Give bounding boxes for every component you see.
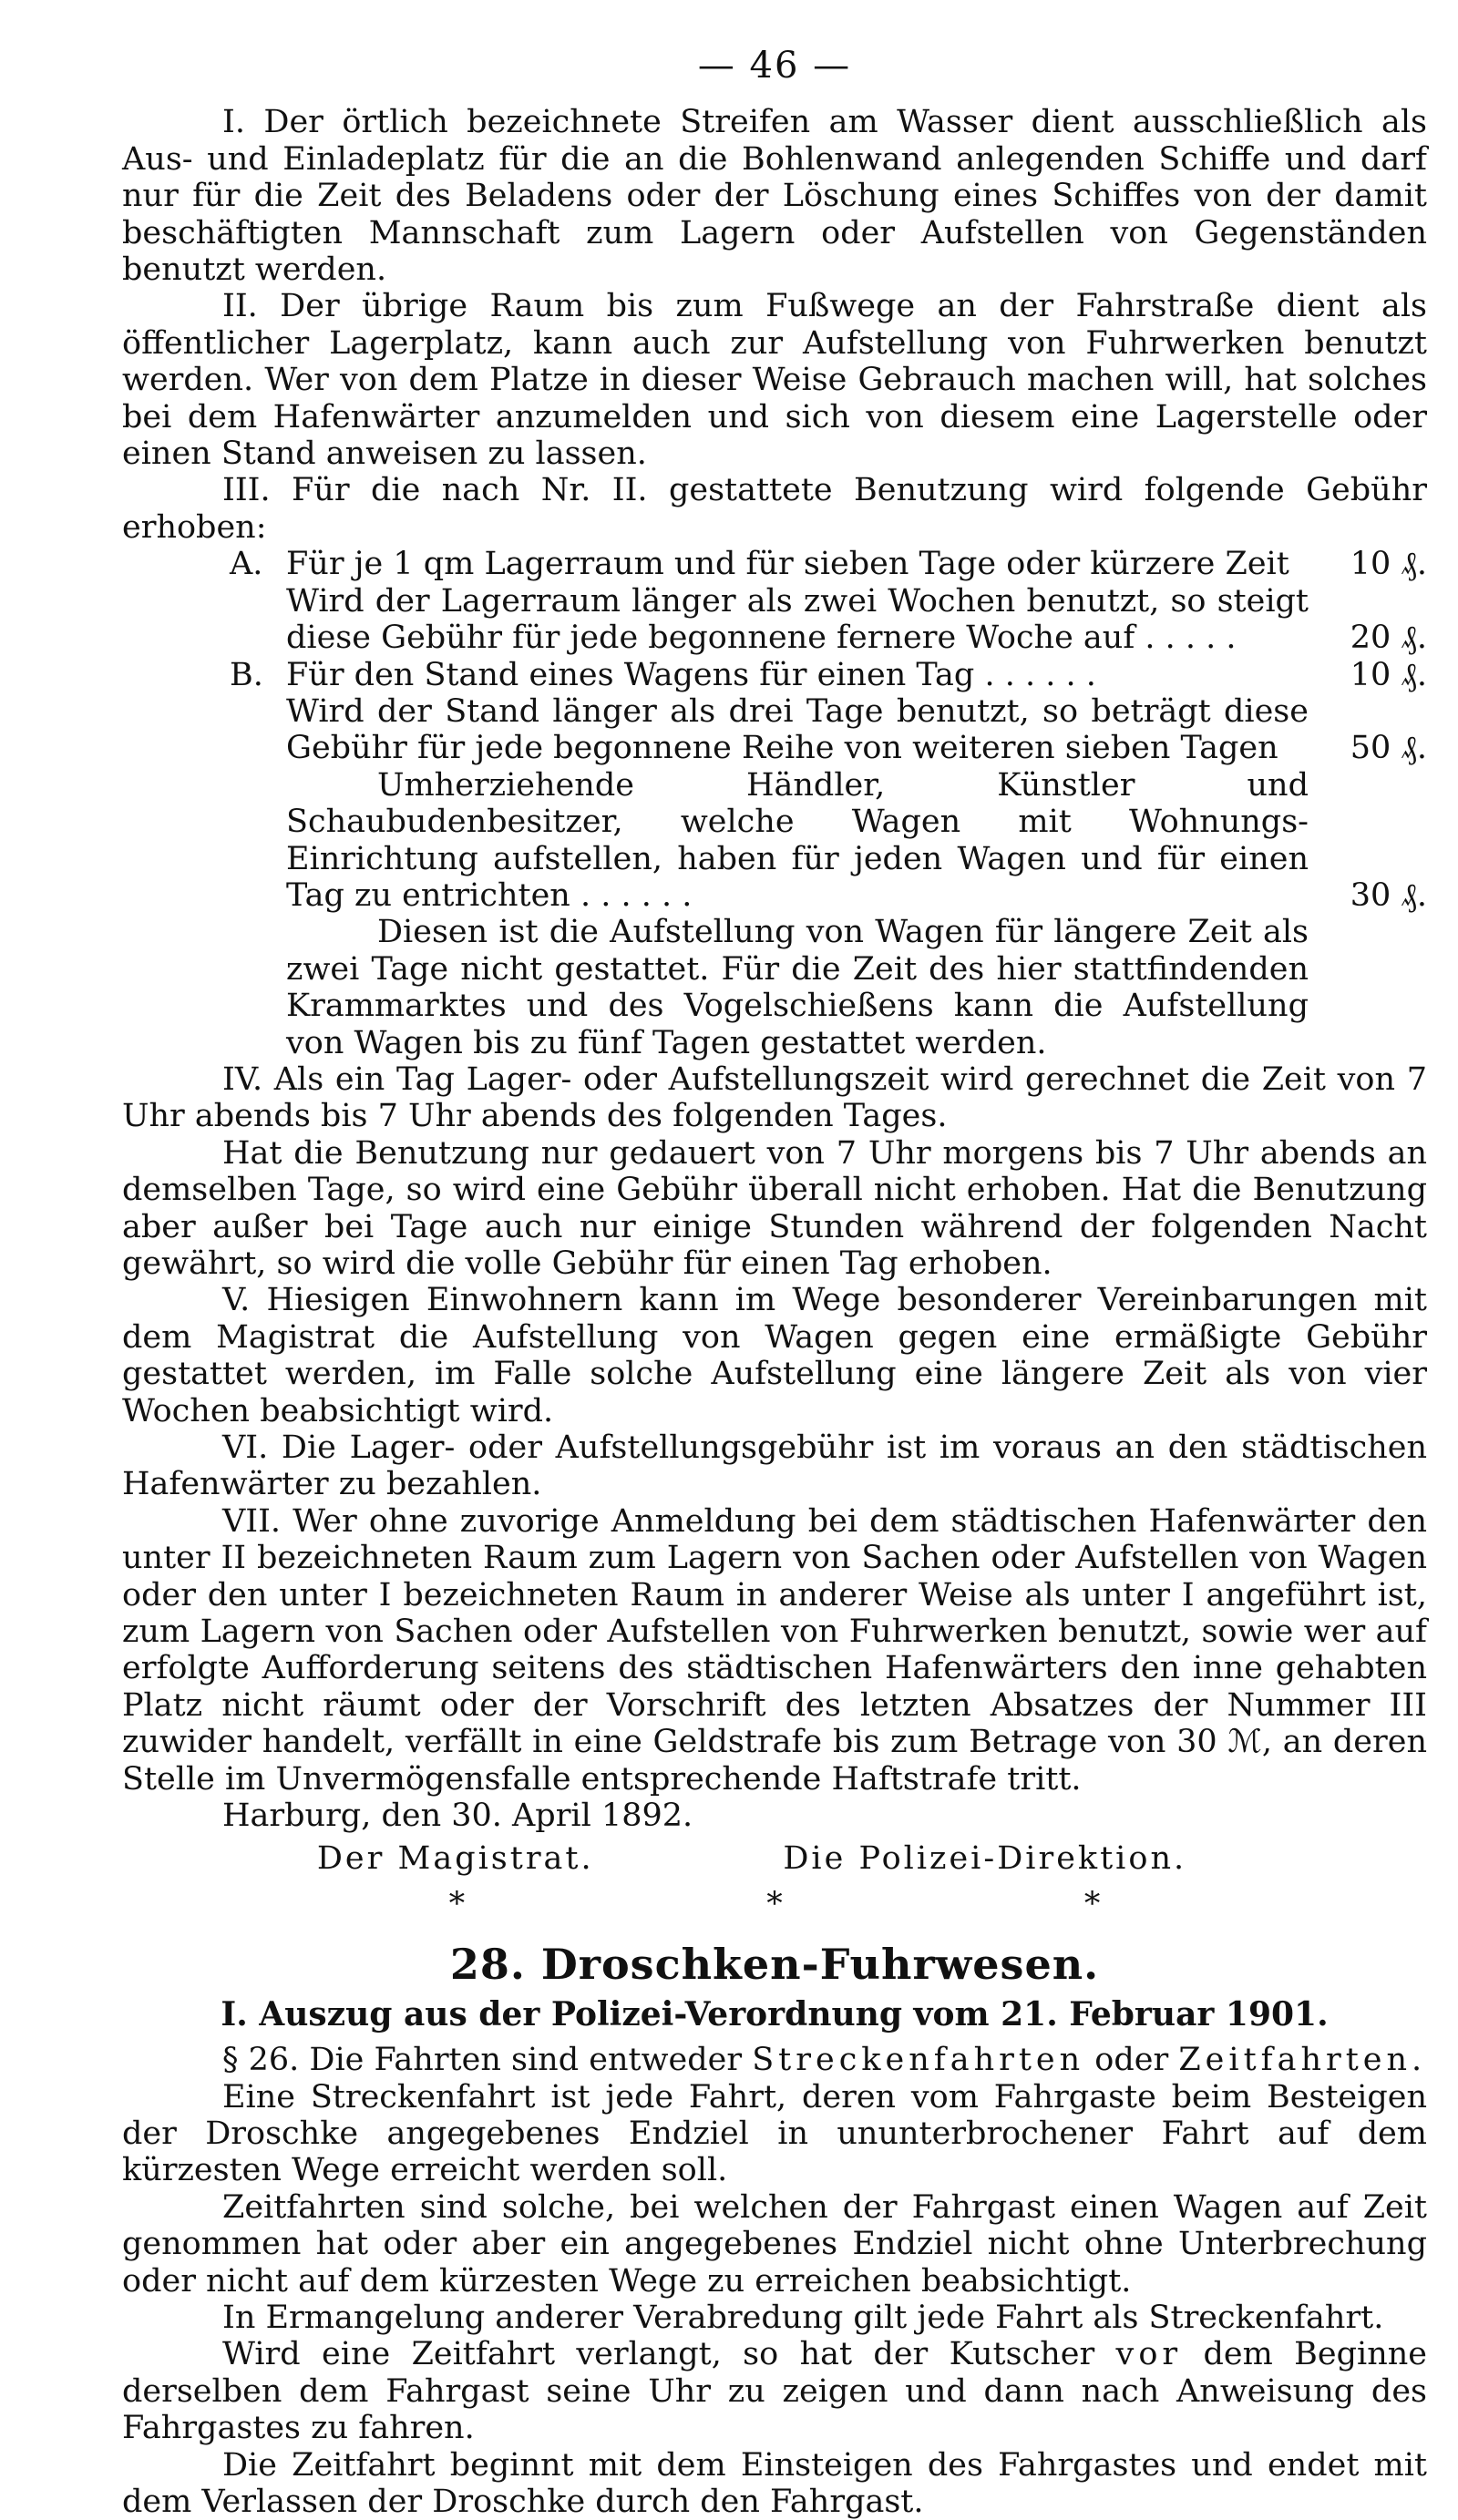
fee-text-A2: Wird der Lagerraum länger als zwei Wochen benutzt, so steigt diese Gebühr für jede begonnene fernere Woche auf . . . . . bbox=[286, 582, 1309, 657]
signature-polizei: Die Polizei-Direktion. bbox=[783, 1839, 1187, 1877]
fee-amount-A2: 20 ₰. bbox=[1350, 620, 1427, 657]
paragraph-26-a-mid: oder bbox=[1084, 2042, 1179, 2079]
paragraph-VI: VI. Die Lager- oder Aufstellungsgebühr ist im voraus an den städtischen Hafenwärter zu bezahlen. bbox=[122, 1429, 1427, 1503]
fee-row-A2 bbox=[122, 583, 1427, 657]
term-streckenfahrten: Streckenfahrten bbox=[752, 2042, 1085, 2079]
paragraph-VII: VII. Wer ohne zuvorige Anmeldung bei dem städtischen Hafenwärter den unter II bezeichneten Raum zum Lagern von Sachen oder Aufstellen von Wagen oder den unter I bezeichneten Raum in anderer Weise als unter I angeführt ist, zum Lagern von Sachen oder Aufstellen von Fuhrwerken benutzt, sowie wer auf erfolgte Aufforderung seitens des städtischen Hafenwärters den inne gehabten Platz nicht räumt oder der Vorschrift des letzten Absatzes der Nummer III zuwider handelt, verfällt in eine Geldstrafe bis zum Betrage von 30 ℳ, an deren Stelle im Unvermögensfalle entsprechende Haftstrafe tritt. bbox=[122, 1502, 1427, 1798]
fee-label-B: B. bbox=[230, 656, 263, 693]
paragraph-26-e bbox=[122, 2336, 1427, 2446]
paragraph-26-f: Die Zeitfahrt beginnt mit dem Einsteigen des Fahrgastes und endet mit dem Verlassen der Droschke durch den Fahrgast. bbox=[122, 2446, 1427, 2520]
fee-text-B3: Umherziehende Händler, Künstler und Schaubudenbesitzer, welche Wagen mit Wohnungs-Einrichtung aufstellen, haben für jeden Wagen und für einen Tag zu entrichten . . . . . . bbox=[286, 766, 1309, 914]
fee-amount-B3: 30 ₰. bbox=[1350, 876, 1427, 914]
fee-row-A bbox=[122, 546, 1427, 582]
sub-heading: I. Auszug aus der Polizei-Verordnung vom 21. Februar 1901. bbox=[221, 1994, 1329, 2033]
paragraph-26-b: Eine Streckenfahrt ist jede Fahrt, deren vom Fahrgaste beim Besteigen der Droschke angegebenes Endziel in ununterbrochener Fahrt auf dem kürzesten Wege erreicht werden soll. bbox=[122, 2078, 1427, 2189]
paragraph-26-e-post: dem Beginne derselben dem Fahrgast seine Uhr zu zeigen und dann nach Anweisung des Fahrgastes zu fahren. bbox=[122, 2336, 1427, 2447]
place-date: Harburg, den 30. April 1892. bbox=[222, 1798, 693, 1835]
signature-magistrat: Der Magistrat. bbox=[316, 1839, 594, 1877]
section-heading: 28. Droschken-Fuhrwesen. bbox=[449, 1940, 1100, 1990]
fee-label-A: A. bbox=[230, 546, 263, 583]
fee-row-B bbox=[122, 657, 1427, 693]
fee-amount-B2: 50 ₰. bbox=[1350, 730, 1427, 767]
term-zeitfahrten: Zeitfahrten bbox=[1178, 2042, 1412, 2079]
fee-text-A: Für je 1 qm Lagerraum und für sieben Tage oder kürzere Zeit bbox=[286, 546, 1289, 583]
fee-text-B2: Wird der Stand länger als drei Tage benutzt, so beträgt diese Gebühr für jede begonnene Reihe von weiteren sieben Tagen bbox=[286, 692, 1309, 767]
paragraph-V: V. Hiesigen Einwohnern kann im Wege besonderer Vereinbarungen mit dem Magistrat die Aufstellung von Wagen gegen eine ermäßigte Gebühr gestattet werden, im Falle solche Aufstellung eine längere Zeit als von vier Wochen beabsichtigt wird. bbox=[122, 1282, 1427, 1429]
paragraph-26-a bbox=[122, 2042, 1427, 2078]
paragraph-26-e-pre: Wird eine Zeitfahrt verlangt, so hat der Kutscher bbox=[222, 2336, 1116, 2373]
paragraph-26-c: Zeitfahrten sind solche, bei welchen der Fahrgast einen Wagen auf Zeit genommen hat oder aber ein angegebenes Endziel nicht ohne Unterbrechung oder nicht auf dem kürzesten Wege zu erreichen beabsichtigt. bbox=[122, 2188, 1427, 2300]
fee-text-B: Für den Stand eines Wagens für einen Tag . . . . . . bbox=[286, 656, 1096, 693]
paragraph-IV: IV. Als ein Tag Lager- oder Aufstellungszeit wird gerechnet die Zeit von 7 Uhr abends bis 7 Uhr abends des folgenden Tages. bbox=[122, 1060, 1427, 1135]
paragraph-26-a-pre: § 26. Die Fahrten sind entweder bbox=[222, 2042, 753, 2079]
fee-note-B4: Diesen ist die Aufstellung von Wagen für längere Zeit als zwei Tage nicht gestattet. Für die Zeit des hier stattfindenden Krammarktes und des Vogelschießens kann die Aufstellung von Wagen bis zu fünf Tagen gestattet werden. bbox=[286, 914, 1309, 1061]
paragraph-IV-b: Hat die Benutzung nur gedauert von 7 Uhr morgens bis 7 Uhr abends an demselben Tage, so wird eine Gebühr überall nicht erhoben. Hat die Benutzung aber außer bei Tage auch nur einige Stunden während der folgenden Nacht gewährt, so wird die volle Gebühr für einen Tag erhoben. bbox=[122, 1134, 1427, 1282]
paragraph-I: I. Der örtlich bezeichnete Streifen am Wasser dient ausschließlich als Aus- und Einladeplatz für die an die Bohlenwand anlegenden Schiffe und darf nur für die Zeit des Beladens oder der Löschung eines Schiffes von der damit beschäftigten Mannschaft zum Lagern oder Aufstellen von Gegenständen benutzt werden. bbox=[122, 104, 1427, 289]
page-number: — 46 — bbox=[697, 45, 852, 87]
paragraph-26-a-post: . bbox=[1412, 2042, 1422, 2079]
separator-stars: * * * bbox=[448, 1885, 1247, 1922]
term-vor: vor bbox=[1115, 2336, 1183, 2373]
fee-amount-A: 10 ₰. bbox=[1350, 546, 1427, 583]
fee-row-B3 bbox=[122, 767, 1427, 915]
paragraph-III: III. Für die nach Nr. II. gestattete Benutzung wird folgende Gebühr erhoben: bbox=[122, 472, 1427, 546]
fee-row-B2 bbox=[122, 693, 1427, 767]
paragraph-26-d: In Ermangelung anderer Verabredung gilt jede Fahrt als Streckenfahrt. bbox=[222, 2299, 1384, 2336]
paragraph-II: II. Der übrige Raum bis zum Fußwege an der Fahrstraße dient als öffentlicher Lagerplatz, kann auch zur Aufstellung von Fuhrwerken benutzt werden. Wer von dem Platze in dieser Weise Gebrauch machen will, hat solches bei dem Hafenwärter anzumelden und sich von diesem eine Lagerstelle oder einen Stand anweisen zu lassen. bbox=[122, 288, 1427, 473]
signatures bbox=[122, 1835, 1427, 1882]
fee-amount-B: 10 ₰. bbox=[1350, 656, 1427, 693]
